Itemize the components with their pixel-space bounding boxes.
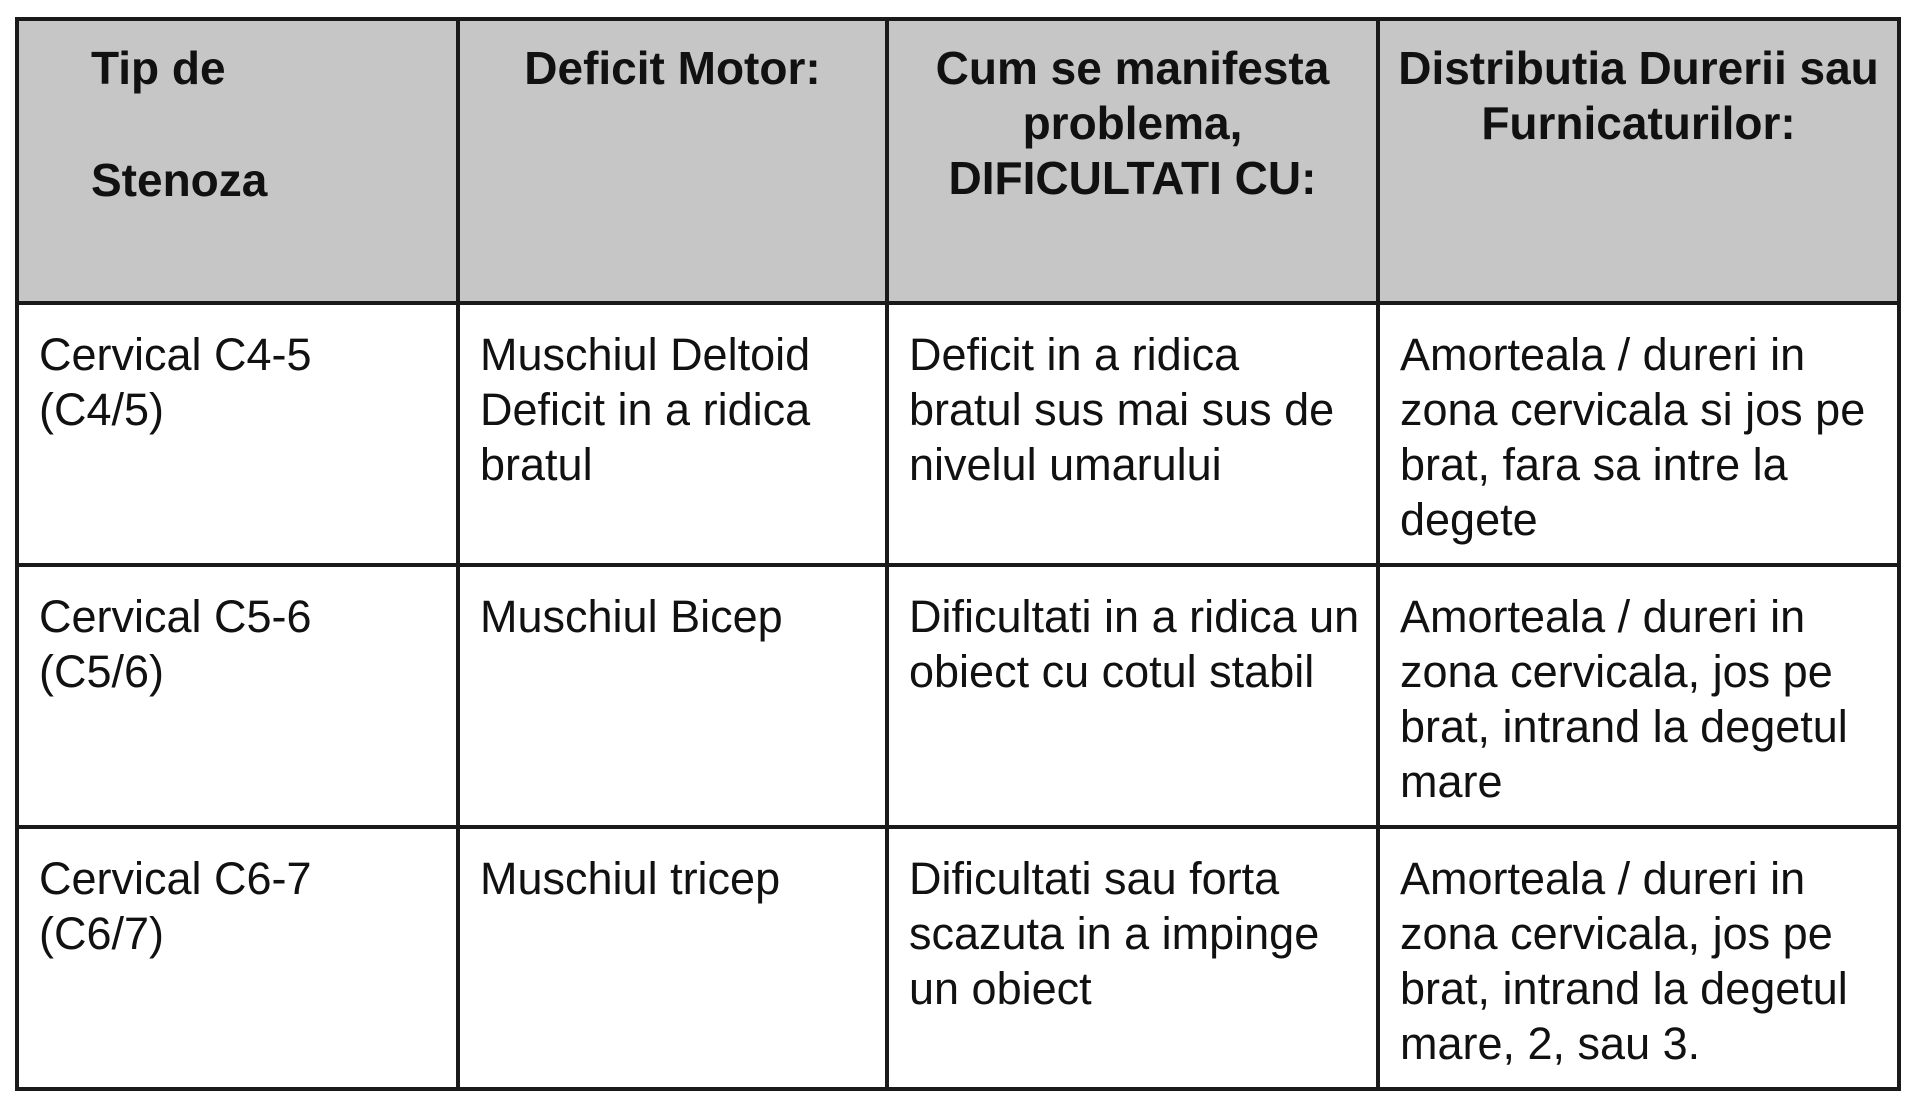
cell-pain-distribution: Amorteala / dureri in zona cervicala si jos pe brat, fara sa intre la degete	[1378, 303, 1899, 565]
cell-pain-distribution: Amorteala / dureri in zona cervicala, jos pe brat, intrand la degetul mare	[1378, 565, 1899, 827]
table-row	[17, 565, 1899, 827]
cell-manifestation: Dificultati sau forta scazuta in a impinge un obiect	[887, 827, 1378, 1089]
header-stenosis-type-line1: Tip de	[91, 42, 226, 94]
header-stenosis-type-line2: Stenoza	[91, 154, 268, 206]
header-manifestation: Cum se manifesta problema, DIFICULTATI CU:	[887, 19, 1378, 303]
header-pain-distribution: Distributia Durerii sau Furnicaturilor:	[1378, 19, 1899, 303]
cell-motor-deficit: Muschiul tricep	[458, 827, 887, 1089]
cell-stenosis-type: Cervical C6-7 (C6/7)	[17, 827, 458, 1089]
table-row	[17, 303, 1899, 565]
cell-motor-deficit: Muschiul Deltoid Deficit in a ridica bratul	[458, 303, 887, 565]
cell-manifestation: Dificultati in a ridica un obiect cu cotul stabil	[887, 565, 1378, 827]
cell-pain-distribution: Amorteala / dureri in zona cervicala, jos pe brat, intrand la degetul mare, 2, sau 3.	[1378, 827, 1899, 1089]
cell-stenosis-type: Cervical C4-5 (C4/5)	[17, 303, 458, 565]
table-header-row	[17, 19, 1899, 303]
header-stenosis-type	[17, 19, 458, 303]
cell-manifestation: Deficit in a ridica bratul sus mai sus de nivelul umarului	[887, 303, 1378, 565]
header-motor-deficit: Deficit Motor:	[458, 19, 887, 303]
cell-motor-deficit: Muschiul Bicep	[458, 565, 887, 827]
table-row	[17, 827, 1899, 1089]
cell-stenosis-type: Cervical C5-6 (C5/6)	[17, 565, 458, 827]
stenosis-table	[15, 17, 1901, 1091]
